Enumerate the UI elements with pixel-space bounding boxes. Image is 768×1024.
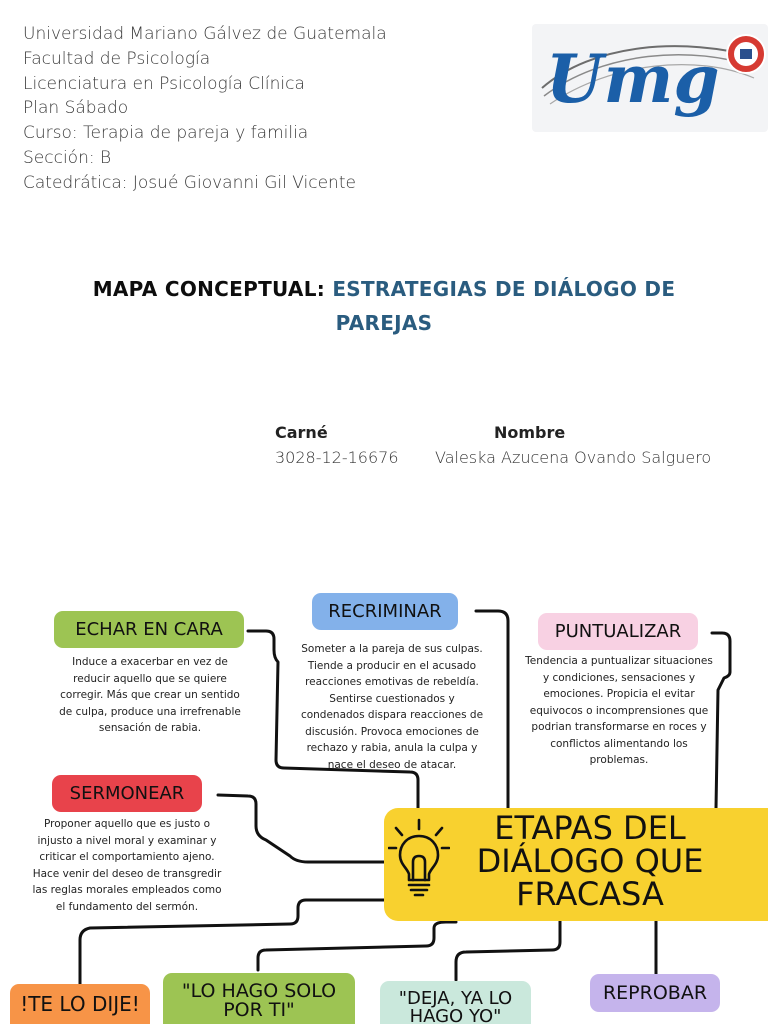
desc-puntualizar-line: emociones. Propicia el evitar <box>543 688 695 700</box>
title-line2: PAREJAS <box>335 311 433 335</box>
tag-reprobar-label: REPROBAR <box>602 982 708 1004</box>
carne-value: 3028-12-16676 <box>275 448 399 467</box>
desc-sermonear-line: el fundamento del sermón. <box>55 900 199 913</box>
desc-puntualizar-line: problemas. <box>589 754 649 766</box>
title-prefix: MAPA CONCEPTUAL: <box>92 277 326 301</box>
central-topic-line1: ETAPAS DEL <box>494 809 686 847</box>
header-faculty: Facultad de Psicología <box>23 48 211 69</box>
desc-echar-line: reducir aquello que se quiere <box>73 672 227 685</box>
tag-echar-en-cara-label: ECHAR EN CARA <box>75 619 223 640</box>
desc-echar-line: Induce a exacerbar en vez de <box>72 656 228 668</box>
desc-echar-en-cara <box>44 654 256 737</box>
tag-puntualizar-label: PUNTUALIZAR <box>554 621 682 642</box>
tag-puntualizar <box>538 613 698 650</box>
desc-recriminar <box>286 641 498 773</box>
tag-sermonear-label: SERMONEAR <box>69 783 185 804</box>
desc-sermonear <box>24 816 230 915</box>
central-topic-line2: DIÁLOGO QUE <box>476 842 704 880</box>
desc-recriminar-line: Someter a la pareja de sus culpas. <box>301 643 483 655</box>
desc-recriminar-line: condenados dispara reacciones de <box>300 709 484 721</box>
header-section: Sección: B <box>23 147 112 168</box>
desc-sermonear-line: criticar el comportamiento ajeno. <box>39 851 215 863</box>
tag-lo-hago-line1: "LO HAGO SOLO <box>181 980 337 1002</box>
desc-puntualizar-line: conflictos alimentando los <box>550 737 688 750</box>
tag-te-lo-dije-label: !TE LO DIJE! <box>20 992 140 1016</box>
tag-deja-line1: "DEJA, YA LO <box>398 988 513 1009</box>
central-topic-text <box>440 809 740 913</box>
carne-label: Carné <box>275 423 328 442</box>
desc-recriminar-line: nace el deseo de atacar. <box>327 758 457 771</box>
nombre-label: Nombre <box>494 423 566 442</box>
desc-recriminar-line: Tiende a producir en el acusado <box>307 659 477 672</box>
desc-recriminar-line: reacciones emotivas de rebeldía. <box>305 676 479 688</box>
header-teacher: Catedrática: Josué Giovanni Gil Vicente <box>23 172 356 193</box>
desc-puntualizar-line: y condiciones, sensaciones y <box>542 671 696 684</box>
desc-puntualizar-line: Tendencia a puntualizar situaciones <box>525 655 713 667</box>
header-degree: Licenciatura en Psicología Clínica <box>23 73 305 94</box>
desc-puntualizar <box>514 653 724 769</box>
desc-puntualizar-line: equivocos o incomprensiones que <box>529 704 709 717</box>
nombre-value: Valeska Azucena Ovando Salguero <box>435 448 712 467</box>
desc-recriminar-line: rechazo y rabia, anula la culpa y <box>306 742 478 754</box>
desc-sermonear-line: Proponer aquello que es justo o <box>43 818 211 830</box>
tag-te-lo-dije <box>10 984 150 1024</box>
logo-lettering: Umg <box>546 40 720 118</box>
desc-recriminar-line: Sentirse cuestionados y <box>329 692 455 705</box>
tag-reprobar <box>590 974 720 1012</box>
desc-recriminar-line: discusión. Provoca emociones de <box>305 725 479 738</box>
desc-puntualizar-line: podrian transformarse en roces y <box>531 721 707 733</box>
desc-sermonear-line: las reglas morales empleados como <box>32 884 222 896</box>
tag-echar-en-cara <box>54 611 244 648</box>
central-topic-line3: FRACASA <box>516 875 664 913</box>
desc-sermonear-line: Hace venir del deseo de transgredir <box>32 867 222 880</box>
tag-lo-hago-line2: POR TI" <box>223 999 295 1021</box>
tag-recriminar-label: RECRIMINAR <box>328 601 442 622</box>
desc-sermonear-line: injusto a nivel moral y examinar y <box>37 834 217 847</box>
header-course: Curso: Terapia de pareja y familia <box>23 123 309 144</box>
tag-deja-ya-lo-hago-yo <box>380 981 531 1024</box>
tag-lo-hago-solo-por-ti <box>163 973 355 1024</box>
header-plan: Plan Sábado <box>23 98 129 119</box>
title-line1: ESTRATEGIAS DE DIÁLOGO DE <box>332 277 676 301</box>
header-university: Universidad Mariano Gálvez de Guatemala <box>23 24 387 44</box>
desc-echar-line: corregir. Más que crear un sentido <box>60 689 240 701</box>
tag-sermonear <box>52 775 202 812</box>
tag-deja-line2: HAGO YO" <box>409 1006 502 1024</box>
tag-recriminar <box>312 593 458 630</box>
desc-echar-line: sensación de rabia. <box>98 722 202 734</box>
desc-echar-line: de culpa, produce una irrefrenable <box>59 705 241 718</box>
